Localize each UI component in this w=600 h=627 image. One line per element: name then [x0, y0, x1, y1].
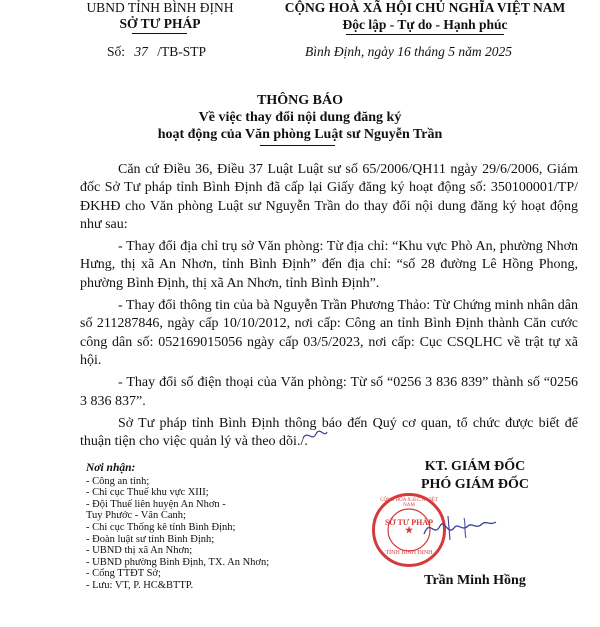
document-number: Số: 37 /TB-STP: [107, 44, 207, 59]
recipient-item: - Chi cục Thống kê tỉnh Bình Định;: [86, 521, 236, 533]
body-paragraph-address-change: - Thay đổi địa chỉ trụ sở Văn phòng: Từ địa chỉ: “Khu vực Phò An, phường Nhơn Hưng, thị xã An Nhơn, tỉnh Bình Định” đến địa chỉ: “số 28 đường Lê Hồng Phong, phường Bình Định, thị xã An Nhơn, tỉnh Bình Định”.: [80, 239, 578, 291]
motto-underline: [346, 34, 504, 35]
document-body: [80, 161, 578, 451]
document-type: THÔNG BÁO: [257, 93, 343, 108]
body-paragraph-phone-change: - Thay đổi số điện thoại của Văn phòng: Từ số “0256 3 836 839” thành số “0256 3 836 837”.: [80, 375, 578, 409]
national-motto: Độc lập - Tự do - Hạnh phúc: [342, 17, 508, 32]
recipient-item: - Chi cục Thuế khu vực XIII;: [86, 487, 209, 499]
subject-line-2: hoạt động của Văn phòng Luật sư Nguyễn Trần: [157, 127, 443, 142]
svg-text:★: ★: [404, 525, 414, 535]
recipient-item: - Cổng TTĐT Sở;: [86, 568, 161, 580]
signer-role-1: KT. GIÁM ĐỐC: [424, 459, 526, 474]
seal-ring-text: CỘNG HÒA X.H.C.N VIỆT NAM: [380, 498, 438, 508]
signer-name: Trần Minh Hồng: [424, 573, 526, 588]
recipient-item: - UBND thị xã An Nhơn;: [86, 545, 193, 557]
authority-parent: UBND TỈNH BÌNH ĐỊNH: [86, 0, 234, 15]
document-number-value: 37: [134, 44, 148, 59]
signer-role-2: PHÓ GIÁM ĐỐC: [420, 477, 530, 492]
recipients-list: [86, 463, 336, 592]
body-paragraph-closing: Sở Tư pháp tỉnh Bình Định thông báo đến Quý cơ quan, tổ chức được biết để thuận tiện cho việc quản lý và theo dõi./.: [80, 415, 578, 450]
body-paragraph-legal-basis: Căn cứ Điều 36, Điều 37 Luật Luật sư số 65/2006/QH11 ngày 29/6/2006, Giám đốc Sở Tư pháp tỉnh Bình Định đã cấp lại Giấy đăng ký hoạt động số: 350100001/TP/ĐKHĐ cho Văn phòng Luật sư Nguyễn Trần do thay đổi nội dung đăng ký hoạt động như sau:: [80, 162, 578, 232]
body-paragraph-id-change: - Thay đổi thông tin của bà Nguyễn Trần Phương Thảo: Từ Chứng minh nhân dân số 211287846, ngày cấp 10/10/2012, nơi cấp: Công an tỉnh Bình Định thành Căn cước công dân số: 052169015056 ngày cấp 03/5/2023, nơi cấp: Cục CSQLHC về trật tự xã hội.: [80, 298, 578, 368]
handwritten-signature: [420, 508, 500, 548]
initial-mark: [300, 428, 330, 444]
recipient-item: - Lưu: VT, P. HC&BTTP.: [86, 579, 194, 591]
recipient-item: - Đoàn luật sư tỉnh Bình Định;: [86, 533, 215, 545]
seal-bottom-text: TỈNH BÌNH ĐỊNH: [385, 550, 433, 556]
place-date: Bình Định, ngày 16 tháng 5 năm 2025: [305, 44, 512, 59]
recipients-heading: Nơi nhận:: [86, 462, 136, 474]
issuing-authority: [80, 0, 240, 32]
subject-underline: [260, 145, 335, 146]
recipient-item: Tuy Phước - Vân Canh;: [86, 510, 186, 522]
subject-line-1: Về việc thay đổi nội dung đăng ký: [198, 110, 402, 125]
national-title: CỘNG HOÀ XÃ HỘI CHỦ NGHĨA VIỆT NAM: [284, 0, 566, 15]
recipient-item: - Công an tỉnh;: [86, 475, 150, 487]
authority-underline: [132, 33, 187, 34]
authority-name: SỞ TƯ PHÁP: [119, 16, 201, 31]
seal-center-text: SỞ TƯ PHÁP: [384, 518, 433, 527]
recipient-item: - UBND phường Bình Định, TX. An Nhơn;: [86, 556, 270, 568]
recipient-item: - Đội Thuế liên huyện An Nhơn -: [86, 498, 226, 510]
